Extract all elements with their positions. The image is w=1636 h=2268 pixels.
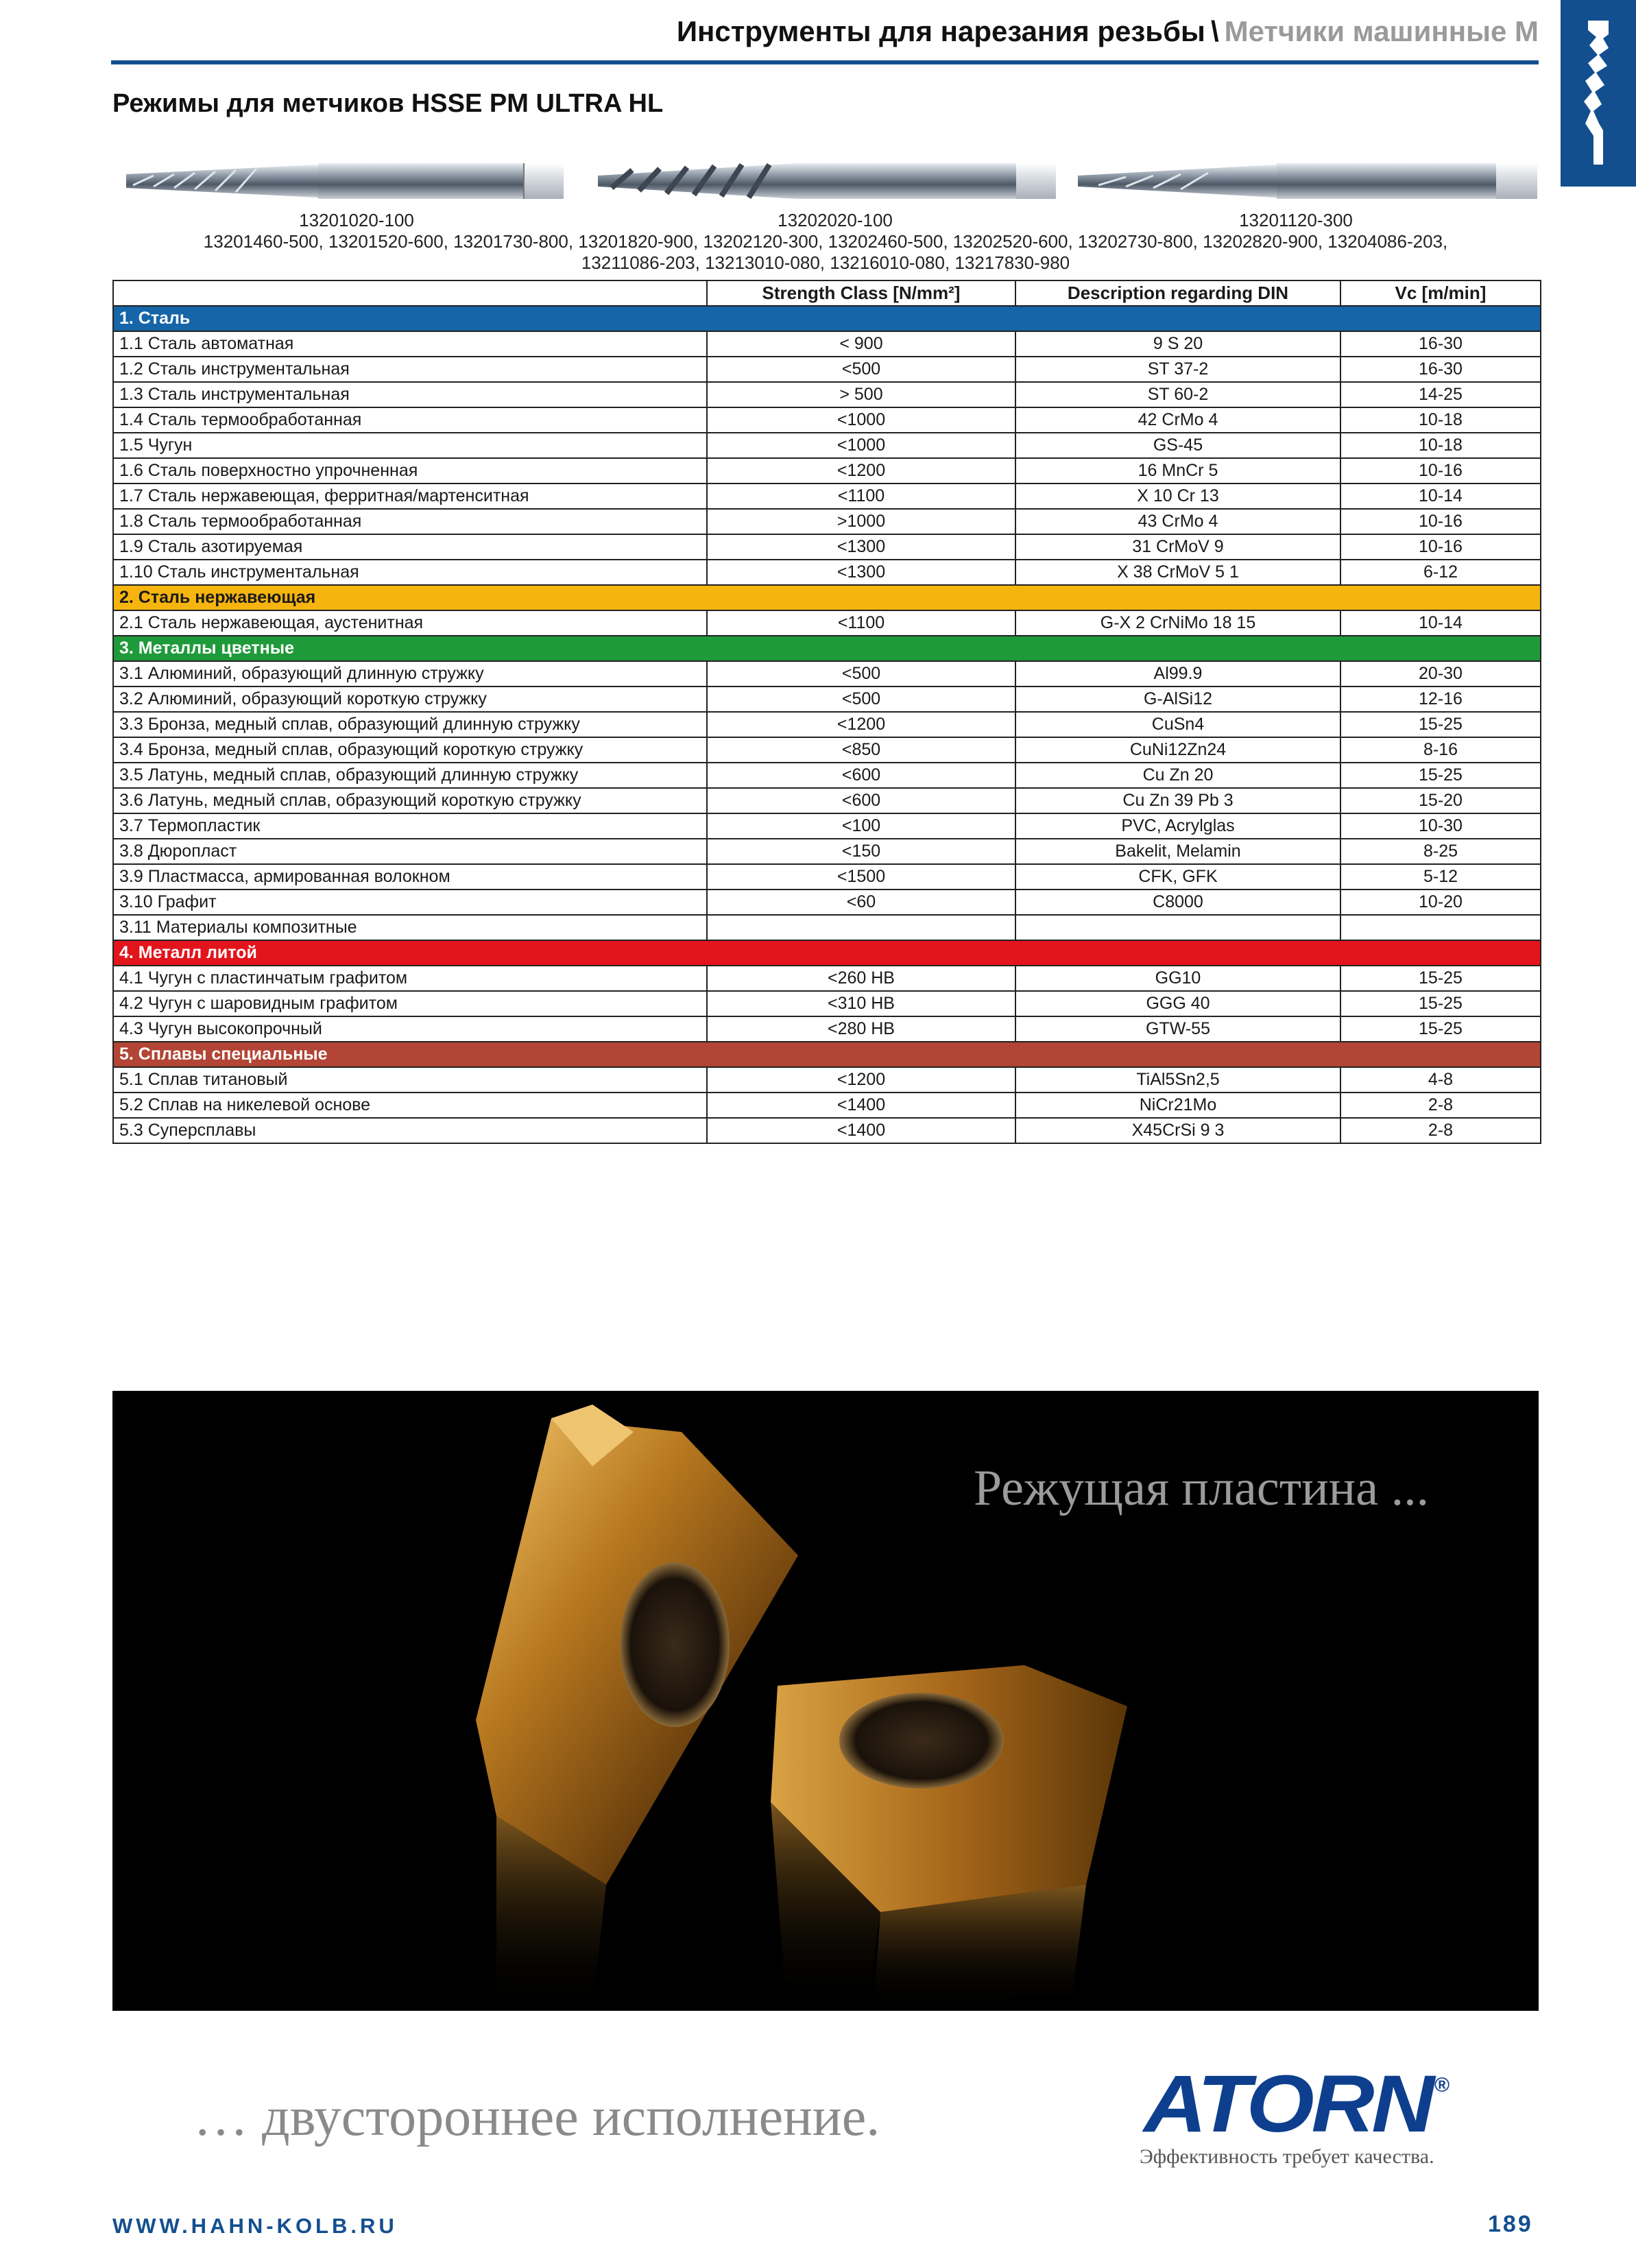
strength-cell: <1200 [707,712,1015,737]
vc-cell: 10-20 [1340,890,1541,915]
din-cell: Cu Zn 20 [1015,763,1340,788]
vc-cell: 15-25 [1340,763,1541,788]
strength-cell: <150 [707,839,1015,864]
din-cell: G-X 2 CrNiMo 18 15 [1015,610,1340,636]
strength-cell: <600 [707,788,1015,813]
material-cell: 3.10 Графит [113,890,707,915]
vc-cell: 10-16 [1340,534,1541,560]
strength-cell: <1400 [707,1093,1015,1118]
vc-cell: 4-8 [1340,1067,1541,1093]
category-row [113,940,1541,966]
vc-cell: 10-14 [1340,610,1541,636]
din-cell: 42 CrMo 4 [1015,407,1340,433]
material-cell: 1.9 Сталь азотируемая [113,534,707,560]
tap-icon [1576,21,1621,165]
material-cell: 3.6 Латунь, медный сплав, образующий короткую стружку [113,788,707,813]
material-cell: 4.1 Чугун с пластинчатым графитом [113,966,707,991]
category-label: 1. Сталь [113,306,1541,331]
material-cell: 3.5 Латунь, медный сплав, образующий длинную стружку [113,763,707,788]
material-cell: 3.3 Бронза, медный сплав, образующий длинную стружку [113,712,707,737]
table-row [113,458,1541,484]
vc-cell: 10-16 [1340,509,1541,534]
table-row [113,534,1541,560]
din-cell: ST 37-2 [1015,357,1340,382]
category-row [113,1042,1541,1067]
material-cell: 3.1 Алюминий, образующий длинную стружку [113,661,707,687]
vc-cell: 15-25 [1340,1016,1541,1042]
material-cell: 1.5 Чугун [113,433,707,458]
tap-image-3 [1071,155,1539,207]
din-cell: CuNi12Zn24 [1015,737,1340,763]
material-cell: 3.11 Материалы композитные [113,915,707,940]
vc-cell: 15-25 [1340,966,1541,991]
material-cell: 3.2 Алюминий, образующий короткую стружку [113,687,707,712]
tap-image-2 [591,155,1057,207]
strength-cell: <1000 [707,433,1015,458]
table-row [113,737,1541,763]
vc-cell: 12-16 [1340,687,1541,712]
chapter-tab [1561,0,1636,187]
din-cell: Al99.9 [1015,661,1340,687]
vc-cell: 10-18 [1340,407,1541,433]
vc-cell: 10-16 [1340,458,1541,484]
strength-cell: <1200 [707,458,1015,484]
material-cell: 3.8 Дюропласт [113,839,707,864]
section-title: Инструменты для нарезания резьбы [676,15,1205,47]
table-row [113,966,1541,991]
material-cell: 5.3 Суперсплавы [113,1118,707,1143]
svg-text:®: ® [1434,2074,1450,2097]
table-row [113,357,1541,382]
strength-cell: <1100 [707,610,1015,636]
material-cell: 1.10 Сталь инструментальная [113,560,707,585]
vc-cell: 8-16 [1340,737,1541,763]
ad-tagline: … двустороннее исполнение. [193,2087,880,2147]
material-cell: 4.3 Чугун высокопрочный [113,1016,707,1042]
strength-cell: > 500 [707,382,1015,407]
table-row [113,712,1541,737]
strength-cell: >1000 [707,509,1015,534]
din-cell: GG10 [1015,966,1340,991]
table-row [113,1067,1541,1093]
section-subtitle: Метчики машинные M [1224,15,1539,47]
din-cell: Bakelit, Melamin [1015,839,1340,864]
table-row [113,687,1541,712]
vc-cell: 15-25 [1340,991,1541,1016]
din-cell: GTW-55 [1015,1016,1340,1042]
category-row [113,636,1541,661]
table-row [113,788,1541,813]
header-din: Description regarding DIN [1015,280,1340,306]
din-cell [1015,915,1340,940]
vc-cell: 10-14 [1340,484,1541,509]
material-cell: 3.7 Термопластик [113,813,707,839]
material-cell: 1.4 Сталь термообработанная [113,407,707,433]
din-cell: GGG 40 [1015,991,1340,1016]
strength-cell: <260 HB [707,966,1015,991]
product-codes [112,210,1539,274]
material-cell: 1.2 Сталь инструментальная [113,357,707,382]
tap-code-3: 13201120-300 [1239,210,1353,230]
table-header-row [113,280,1541,306]
vc-cell: 20-30 [1340,661,1541,687]
table-row [113,509,1541,534]
din-cell: 31 CrMoV 9 [1015,534,1340,560]
category-label: 4. Металл литой [113,940,1541,966]
table-row [113,864,1541,890]
category-label: 2. Сталь нержавеющая [113,585,1541,610]
material-cell: 4.2 Чугун с шаровидным графитом [113,991,707,1016]
table-row [113,1016,1541,1042]
strength-cell: <500 [707,661,1015,687]
vc-cell: 10-18 [1340,433,1541,458]
strength-cell: <1300 [707,560,1015,585]
tap-image-1 [112,155,565,207]
table-row [113,1093,1541,1118]
din-cell: NiCr21Mo [1015,1093,1340,1118]
strength-cell: <310 HB [707,991,1015,1016]
vc-cell: 16-30 [1340,357,1541,382]
din-cell: 9 S 20 [1015,331,1340,357]
strength-cell: <280 HB [707,1016,1015,1042]
strength-cell: <1300 [707,534,1015,560]
svg-text:ATORN: ATORN [1141,2064,1437,2140]
section-separator: \ [1210,15,1219,47]
table-row [113,407,1541,433]
atorn-logo [1138,2064,1467,2143]
material-cell: 3.9 Пластмасса, армированная волокном [113,864,707,890]
section-header [110,15,1539,48]
table-row [113,839,1541,864]
table-row [113,433,1541,458]
table-row [113,763,1541,788]
vc-cell: 6-12 [1340,560,1541,585]
header-vc: Vc [m/min] [1340,280,1541,306]
table-row [113,484,1541,509]
product-codes-line: 13211086-203, 13213010-080, 13216010-080, 13217830-980 [581,252,1070,273]
tap-code-2: 13202020-100 [778,210,893,230]
vc-cell: 10-30 [1340,813,1541,839]
vc-cell: 5-12 [1340,864,1541,890]
strength-cell: <1200 [707,1067,1015,1093]
strength-cell: <1100 [707,484,1015,509]
category-row [113,585,1541,610]
strength-cell: <500 [707,357,1015,382]
din-cell: TiAl5Sn2,5 [1015,1067,1340,1093]
table-row [113,991,1541,1016]
material-cell: 1.3 Сталь инструментальная [113,382,707,407]
table-row [113,890,1541,915]
material-cell: 5.2 Сплав на никелевой основе [113,1093,707,1118]
material-cell: 3.4 Бронза, медный сплав, образующий короткую стружку [113,737,707,763]
din-cell: C8000 [1015,890,1340,915]
cutting-data-table [112,280,1541,1144]
din-cell: Cu Zn 39 Pb 3 [1015,788,1340,813]
din-cell: ST 60-2 [1015,382,1340,407]
strength-cell: < 900 [707,331,1015,357]
din-cell: 16 MnCr 5 [1015,458,1340,484]
vc-cell: 8-25 [1340,839,1541,864]
strength-cell: <500 [707,687,1015,712]
vc-cell [1340,915,1541,940]
din-cell: X 38 CrMoV 5 1 [1015,560,1340,585]
page-title: Режимы для метчиков HSSE PM ULTRA HL [112,89,664,118]
table-row [113,915,1541,940]
vc-cell: 15-25 [1340,712,1541,737]
strength-cell: <1000 [707,407,1015,433]
table-row [113,331,1541,357]
table-row [113,610,1541,636]
material-cell: 1.6 Сталь поверхностно упрочненная [113,458,707,484]
table-row [113,1118,1541,1143]
din-cell: CFK, GFK [1015,864,1340,890]
vc-cell: 14-25 [1340,382,1541,407]
material-cell: 1.7 Сталь нержавеющая, ферритная/мартенситная [113,484,707,509]
footer-website-link[interactable]: WWW.HAHN-KOLB.RU [112,2214,398,2238]
strength-cell: <850 [707,737,1015,763]
din-cell: X45CrSi 9 3 [1015,1118,1340,1143]
strength-cell: <600 [707,763,1015,788]
header-material [113,280,707,306]
strength-cell: <1500 [707,864,1015,890]
category-label: 5. Сплавы специальные [113,1042,1541,1067]
table-row [113,560,1541,585]
material-cell: 2.1 Сталь нержавеющая, аустенитная [113,610,707,636]
material-cell: 5.1 Сплав титановый [113,1067,707,1093]
din-cell: PVC, Acrylglas [1015,813,1340,839]
din-cell: X 10 Cr 13 [1015,484,1340,509]
din-cell: CuSn4 [1015,712,1340,737]
strength-cell: <60 [707,890,1015,915]
vc-cell: 2-8 [1340,1093,1541,1118]
din-cell: 43 CrMo 4 [1015,509,1340,534]
vc-cell: 15-20 [1340,788,1541,813]
strength-cell: <1400 [707,1118,1015,1143]
din-cell: GS-45 [1015,433,1340,458]
table-row [113,382,1541,407]
vc-cell: 16-30 [1340,331,1541,357]
din-cell: G-AlSi12 [1015,687,1340,712]
material-cell: 1.8 Сталь термообработанная [113,509,707,534]
product-codes-line: 13201460-500, 13201520-600, 13201730-800, 13201820-900, 13202120-300, 13202460-500, 13202520-600, 13202730-800, 13202820-900, 13204086-203, [203,231,1448,252]
category-row [113,306,1541,331]
header-strength: Strength Class [N/mm²] [707,280,1015,306]
table-row [113,661,1541,687]
strength-cell [707,915,1015,940]
category-label: 3. Металлы цветные [113,636,1541,661]
ad-headline: Режущая пластина ... [974,1460,1430,1516]
table-row [113,813,1541,839]
brand-slogan: Эффективность требует качества. [1140,2145,1434,2168]
header-rule [111,60,1539,64]
page-number: 189 [1488,2211,1533,2237]
material-cell: 1.1 Сталь автоматная [113,331,707,357]
vc-cell: 2-8 [1340,1118,1541,1143]
tap-code-1: 13201020-100 [299,210,414,230]
strength-cell: <100 [707,813,1015,839]
